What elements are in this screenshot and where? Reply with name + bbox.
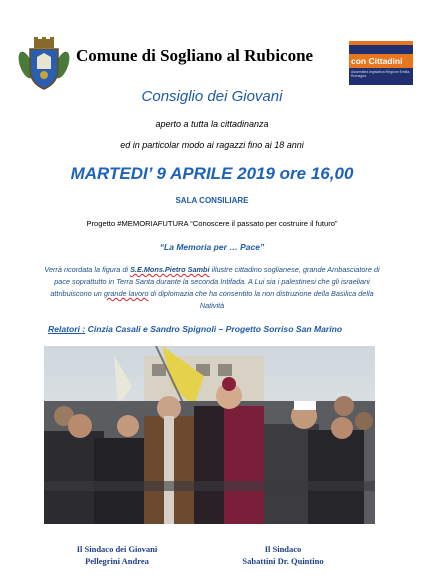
mayor-title: Il Sindaco bbox=[264, 544, 302, 554]
organizer-title: Consiglio dei Giovani bbox=[141, 88, 283, 105]
event-motto: “La Memoria per … Pace” bbox=[159, 242, 265, 252]
speakers-names: Cinzia Casali e Sandro Spignoli – Progetto Sorriso San Marino bbox=[85, 324, 343, 334]
event-date: MARTEDI’ 9 APRILE 2019 ore 16,00 bbox=[70, 164, 354, 183]
speakers-line bbox=[48, 324, 342, 334]
description-part-1: Verrà ricordata la figura di bbox=[44, 265, 131, 274]
logo-subtext: Assemblea legislativa Regione Emilia-Romagna bbox=[351, 70, 411, 78]
mayor-name: Sabattini Dr. Quintino bbox=[242, 556, 324, 566]
procession-photo bbox=[44, 346, 375, 524]
honoree-name: S.E.Mons.Pietro Sambi bbox=[130, 265, 210, 274]
description-part-3: di diplomazia che ha consentito la non distruzione della Basilica della Natività bbox=[148, 289, 374, 310]
mayor-signature bbox=[228, 543, 338, 567]
audience-line-1: aperto a tutta la cittadinanza bbox=[155, 119, 269, 129]
description-part-2: illustre cittadino soglianese, grande Ambasciatore di pace soprattutto in Terra Santa durante la seconda Intifada. A Lui sia i palestinesi che gli israeliani attribuiscono un bbox=[50, 265, 380, 298]
description-paragraph bbox=[38, 264, 386, 312]
work-phrase: grande lavoro bbox=[103, 289, 149, 298]
youth-mayor-title: Il Sindaco dei Giovani bbox=[76, 544, 158, 554]
project-line: Progetto #MEMORIAFUTURA “Conoscere il passato per costruire il futuro” bbox=[86, 219, 338, 228]
concittadini-logo bbox=[349, 41, 413, 85]
speakers-label: Relatori : bbox=[48, 324, 86, 334]
municipality-title: Comune di Sogliano al Rubicone bbox=[76, 46, 314, 65]
municipal-crest-icon bbox=[18, 35, 70, 93]
event-venue: SALA CONSILIARE bbox=[175, 196, 249, 205]
youth-mayor-signature bbox=[62, 543, 172, 567]
audience-line-2: ed in particolar modo ai ragazzi fino ai 18 anni bbox=[120, 140, 304, 150]
youth-mayor-name: Pellegrini Andrea bbox=[85, 556, 149, 566]
logo-text: con Cittadini bbox=[351, 56, 403, 66]
